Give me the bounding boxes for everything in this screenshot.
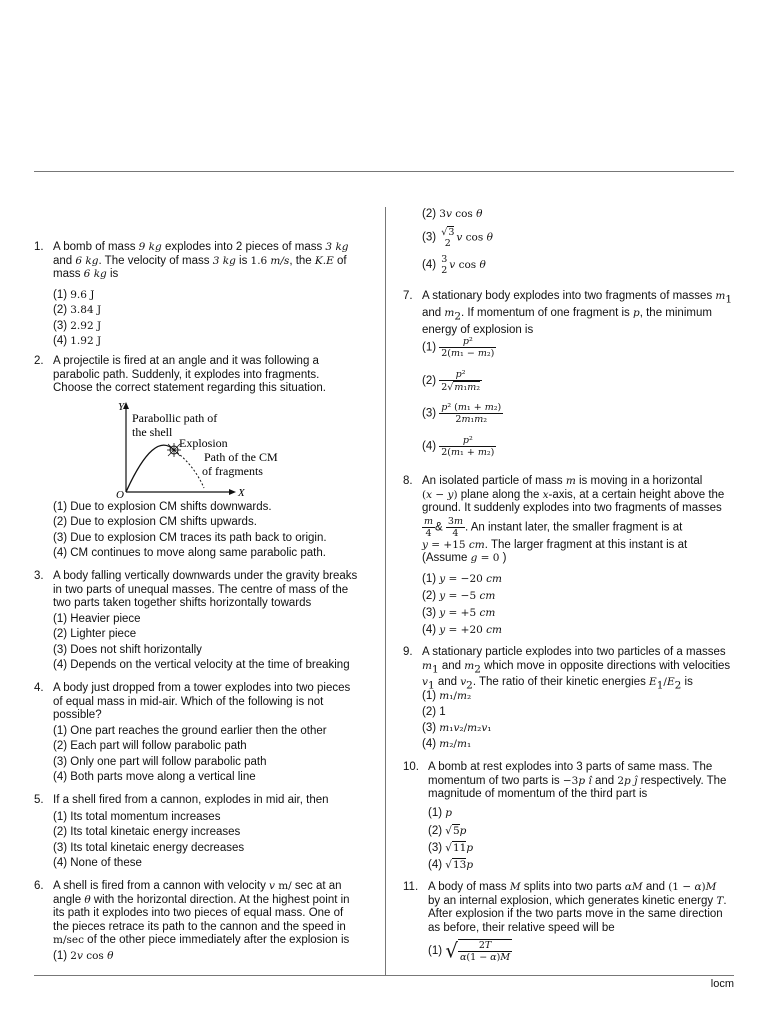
x-axis-arrow — [229, 489, 236, 495]
footer-label: locm — [710, 978, 734, 990]
option-4[interactable]: (4) None of these — [53, 856, 142, 869]
option-1[interactable]: (1) Its total momentum increases — [53, 811, 221, 823]
options — [422, 336, 503, 468]
question-text: A body of mass M splits into two parts αM and (1 − α)M by an internal explosion, which generates kinetic energy T. After explosion if the two parts move in the same direction as before, their relative speed will be — [428, 881, 727, 934]
question-text: A bomb at rest explodes into 3 parts of same mass. The momentum of two parts is −3p î and 2p ĵ respectively. The magnitude of momentum of the third part is — [428, 761, 727, 800]
question-number: 5. — [34, 794, 44, 806]
footer-rule — [34, 975, 734, 976]
option-1[interactable]: (1) Heavier piece — [53, 613, 141, 625]
option-2[interactable]: (2) Due to explosion CM shifts upwards. — [53, 516, 257, 529]
option-2[interactable]: (2) y = −5 cm — [422, 590, 496, 602]
parabolic-path — [126, 445, 174, 492]
option-1[interactable]: (1) One part reaches the ground earlier then the other — [53, 725, 327, 737]
header-rule — [34, 171, 734, 172]
option-3[interactable]: (3) √11p — [428, 842, 474, 854]
projectile-explosion-figure — [114, 400, 284, 500]
options — [428, 807, 473, 875]
question-text: A body just dropped from a tower explodes into two pieces of equal mass in mid-air. Which of the following is not possible? — [53, 682, 351, 721]
option-2[interactable]: (2) 1 — [422, 706, 446, 718]
options — [53, 501, 327, 562]
option-2[interactable]: (2) √5p — [428, 825, 467, 837]
option-1[interactable]: (1) y = −20 cm — [422, 573, 503, 585]
option-2[interactable]: (2) Lighter piece — [53, 628, 137, 641]
option-1[interactable]: (1) p — [428, 807, 452, 819]
option-2[interactable]: (2) $\frac{\text{p²}}{\text{2√m₁m₂}}$ — [422, 369, 481, 393]
x-axis-label: X — [238, 487, 245, 499]
path-label: Parabollic path of the shell — [132, 411, 218, 439]
question-number: 1. — [34, 241, 44, 253]
option-4[interactable]: (4) m₂/m₁ — [422, 738, 472, 750]
question-text: A bomb of mass 9 kg explodes into 2 pieces of mass 3 kg and 6 kg. The velocity of mass 3 kg is 1.6 m/s, the K.E of mass 6 kg is — [53, 241, 349, 280]
option-1[interactable]: (1) 2v cos θ — [53, 950, 114, 962]
question-number: 4. — [34, 682, 44, 694]
option-1[interactable]: (1) $\frac{\text{p²}}{\text{2(m₁ − m₂)}}$ — [422, 336, 495, 359]
option-1[interactable]: (1) 9.6 J — [53, 289, 95, 301]
origin-label: O — [116, 489, 124, 500]
option-3[interactable]: (3) Its total kinetaic energy decreases — [53, 841, 245, 854]
option-3[interactable]: (3) $\frac{\text{p² (m₁ + m₂)}}{\text{2m₁m₂}}$ — [422, 402, 502, 425]
option-3[interactable]: (3) Does not shift horizontally — [53, 643, 202, 656]
question-number: 8. — [403, 475, 413, 487]
option-2[interactable]: (2) 3v cos θ — [422, 208, 483, 220]
question-text: If a shell fired from a cannon, explodes in mid air, then — [53, 794, 329, 806]
options — [53, 811, 244, 872]
explosion-label: Explosion — [179, 436, 228, 450]
option-4[interactable]: (4) $\frac{\text{p²}}{\text{2(m₁ + m₂)}}$ — [422, 435, 495, 458]
question-number: 9. — [403, 646, 413, 658]
question-number: 7. — [403, 290, 413, 302]
option-2[interactable]: (2) Its total kinetaic energy increases — [53, 826, 241, 839]
option-4[interactable]: (4) y = +20 cm — [422, 624, 503, 636]
option-4[interactable]: (4) 3 2 v cos θ — [422, 254, 486, 277]
question-text: A body falling vertically downwards under the gravity breaks in two parts of unequal masses. The centre of mass of the two parts taken together shifts horizontally towards — [53, 570, 358, 609]
options — [53, 725, 327, 786]
question-text: A projectile is fired at an angle and it was following a parabolic path. Suddenly, it explodes into fragments. Choose the correct statement regarding this situation. — [53, 355, 326, 394]
options — [53, 289, 101, 350]
question-text: A stationary body explodes into two fragments of masses $m_1$ and $m_2$. If momentum of one fragment is p, the minimum energy of explosion is — [422, 290, 733, 336]
question-text: An isolated particle of mass m is moving in a horizontal (x − y) plane along the x-axis, at a certain height above the ground. It suddenly explodes into two fragments of masses $\frac{m}{4}$ & $\frac{3m}{4}$ . An instant later, the smaller fragment is at y = +15 cm. The larger fragment at this instant is at (Assume g = 0 ) — [422, 475, 725, 564]
options — [422, 573, 502, 641]
question-number: 11. — [403, 881, 419, 893]
cm-path — [174, 450, 204, 488]
option-4[interactable]: (4) Both parts move along a vertical line — [53, 770, 256, 783]
question-text: A stationary particle explodes into two particles of a masses $m_1$ and $m_2$ which move in opposite directions with velocities $v_1$ and $v_2$. The ratio of their kinetic energies $E_1/E_2$ is — [422, 646, 731, 692]
question-number: 3. — [34, 570, 44, 582]
y-axis-label: Y — [118, 401, 125, 413]
option-4[interactable]: (4) CM continues to move along same parabolic path. — [53, 546, 326, 559]
option-4[interactable]: (4) 1.92 J — [53, 334, 102, 347]
cm-label: Path of the CM of fragments — [202, 450, 278, 478]
option-3[interactable]: (3) Due to explosion CM traces its path back to origin. — [53, 531, 327, 544]
option-4[interactable]: (4) Depends on the vertical velocity at the time of breaking — [53, 658, 350, 671]
options — [422, 208, 493, 282]
option-1[interactable]: (1) Due to explosion CM shifts downwards. — [53, 501, 272, 513]
options — [53, 950, 113, 965]
question-number: 6. — [34, 880, 44, 892]
option-1[interactable]: (1) m₁/m₂ — [422, 690, 472, 702]
question-number: 2. — [34, 355, 44, 367]
option-1[interactable]: (1) √ $\frac{2T}{\alpha(1 - \alpha)M}$ — [428, 938, 511, 963]
options — [428, 939, 512, 963]
option-3[interactable]: (3) 2.92 J — [53, 319, 102, 332]
options — [53, 613, 350, 674]
option-3[interactable]: (3) m₁v₂/m₂v₁ — [422, 722, 492, 734]
option-2[interactable]: (2) Each part will follow parabolic path — [53, 740, 247, 753]
question-number: 10. — [403, 761, 419, 773]
options — [422, 690, 491, 754]
option-3[interactable]: (3) Only one part will follow parabolic path — [53, 755, 267, 768]
column-divider — [385, 207, 386, 975]
option-2[interactable]: (2) 3.84 J — [53, 304, 102, 317]
option-4[interactable]: (4) √13p — [428, 859, 474, 871]
option-3[interactable]: (3) y = +5 cm — [422, 607, 496, 619]
option-3[interactable]: (3) √3 2 v cos θ — [422, 227, 493, 250]
question-text: A shell is fired from a cannon with velocity v m/ sec at an angle θ with the horizontal direction. At the highest point in its path it explodes into two pieces of equal mass. One of the pieces retrace its path to the cannon and the speed in m/sec of the other piece immediately after the explosion is — [53, 880, 350, 946]
